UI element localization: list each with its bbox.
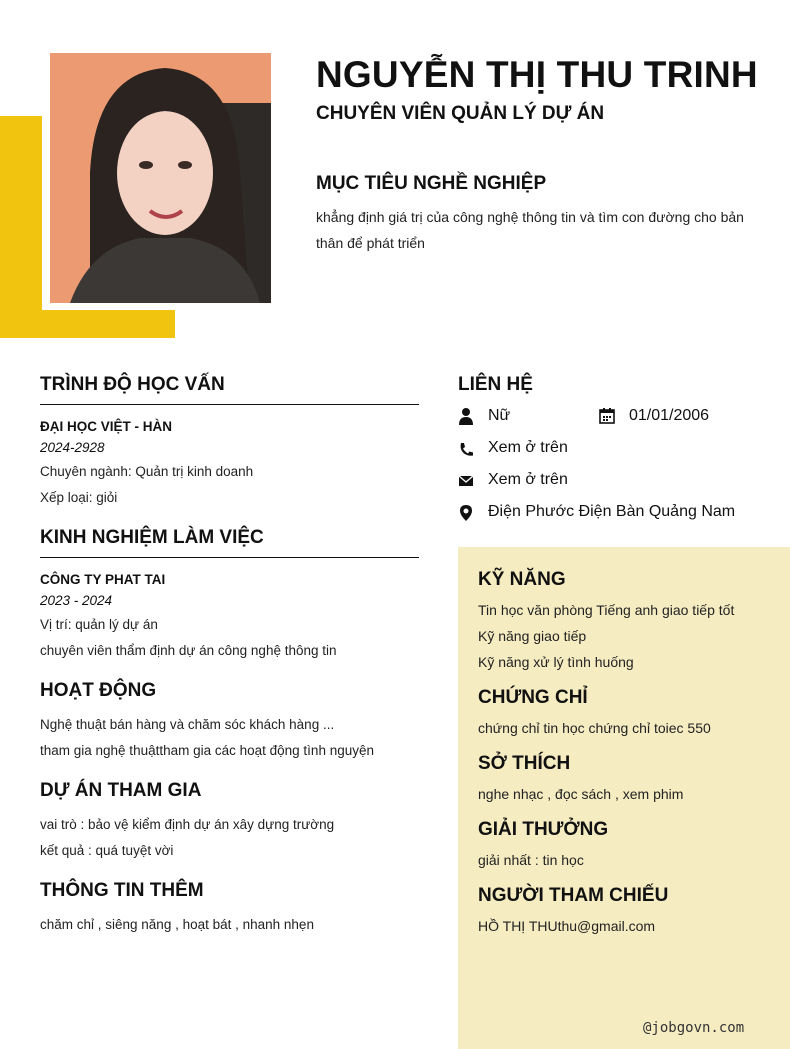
awards-title: GIẢI THƯỞNG: [478, 819, 609, 840]
projects-line: kết quả : quá tuyệt vời: [40, 843, 174, 858]
experience-title: KINH NGHIỆM LÀM VIỆC: [40, 527, 419, 558]
contact-title: LIÊN HỆ: [458, 374, 533, 395]
education-section: [40, 374, 419, 511]
skills-line: Kỹ năng xử lý tình huống: [478, 654, 634, 670]
hobbies-title: SỞ THÍCH: [478, 753, 571, 774]
objective-text: khẳng định giá trị của công nghệ thông tin và tìm con đường cho bản thân để phát triển: [316, 209, 744, 251]
references-text: HỒ THỊ THUthu@gmail.com: [478, 918, 656, 934]
certificates-title: CHỨNG CHỈ: [478, 687, 588, 708]
skills-title: KỸ NĂNG: [478, 569, 566, 590]
projects-line: vai trò : bảo vệ kiểm định dự án xây dựng trường: [40, 817, 335, 832]
gender-value: Nữ: [488, 407, 511, 424]
references-title: NGƯỜI THAM CHIẾU: [478, 885, 669, 906]
phone-value: Xem ở trên: [488, 439, 568, 456]
watermark: @jobgovn.com: [643, 1020, 745, 1036]
extra-info-title: THÔNG TIN THÊM: [40, 880, 204, 901]
references-section: [478, 885, 770, 939]
projects-title: DỰ ÁN THAM GIA: [40, 780, 202, 801]
extra-info-section: [40, 880, 419, 938]
skills-line: Tin học văn phòng Tiếng anh giao tiếp tốt: [478, 602, 735, 618]
accent-block: [0, 116, 42, 338]
sidebar-panel: [458, 547, 790, 1049]
objective-title: MỤC TIÊU NGHỀ NGHIỆP: [316, 173, 547, 194]
certificates-section: [478, 687, 770, 741]
accent-bar: [0, 310, 175, 338]
extra-info-text: chăm chỉ , siêng năng , hoạt bát , nhanh nhẹn: [40, 917, 314, 932]
education-title: TRÌNH ĐỘ HỌC VẤN: [40, 374, 419, 405]
awards-text: giải nhất : tin học: [478, 852, 584, 868]
person-icon: [458, 407, 474, 425]
candidate-role: CHUYÊN VIÊN QUẢN LÝ DỰ ÁN: [316, 103, 605, 124]
phone-icon: [458, 440, 474, 458]
activities-section: [40, 680, 419, 764]
education-school: ĐẠI HỌC VIỆT - HÀN: [40, 419, 173, 434]
hobbies-text: nghe nhạc , đọc sách , xem phim: [478, 786, 684, 802]
mail-icon: [458, 472, 474, 490]
experience-period: 2023 - 2024: [40, 593, 113, 608]
email-value: Xem ở trên: [488, 471, 568, 488]
address-value: Điện Phước Điện Bàn Quảng Nam: [488, 503, 736, 520]
experience-section: [40, 527, 419, 664]
activities-line: Nghệ thuật bán hàng và chăm sóc khách hàng ...: [40, 717, 335, 732]
experience-position: Vị trí: quản lý dự án: [40, 617, 158, 632]
education-period: 2024-2928: [40, 440, 105, 455]
left-column: [40, 374, 419, 938]
profile-photo: [50, 53, 271, 303]
birthday-value: 01/01/2006: [629, 407, 710, 424]
hobbies-section: [478, 753, 770, 807]
location-pin-icon: [458, 504, 474, 522]
certificates-text: chứng chỉ tin học chứng chỉ toiec 550: [478, 720, 711, 736]
education-rank: Xếp loại: giỏi: [40, 490, 118, 505]
projects-section: [40, 780, 419, 864]
awards-section: [478, 819, 770, 873]
candidate-name: NGUYỄN THỊ THU TRINH: [316, 54, 758, 95]
calendar-icon: [599, 407, 615, 425]
education-major: Chuyên ngành: Quản trị kinh doanh: [40, 464, 254, 479]
activities-line: tham gia nghệ thuậttham gia các hoạt động tình nguyện: [40, 743, 374, 758]
activities-title: HOẠT ĐỘNG: [40, 680, 157, 701]
skills-section: [478, 569, 770, 675]
skills-line: Kỹ năng giao tiếp: [478, 628, 587, 644]
experience-detail: chuyên viên thẩm định dự án công nghệ thông tin: [40, 643, 337, 658]
experience-company: CÔNG TY PHAT TAI: [40, 572, 166, 587]
